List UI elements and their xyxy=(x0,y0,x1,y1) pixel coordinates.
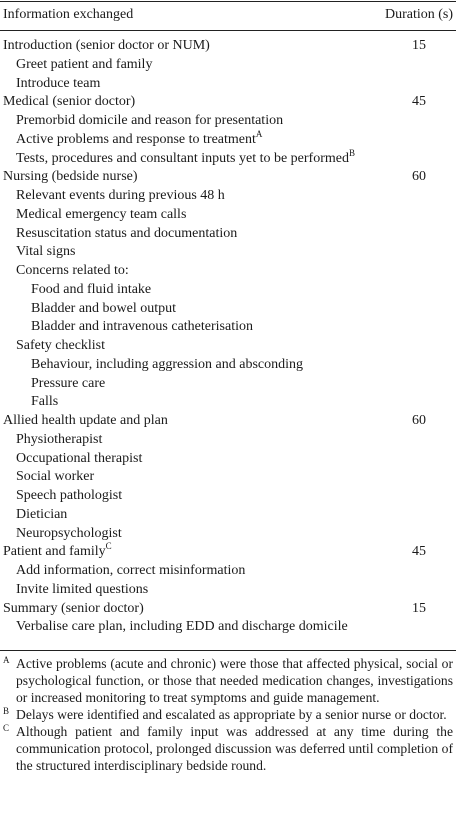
table-row xyxy=(0,300,456,319)
item-label xyxy=(31,300,176,319)
row-text: Tests, procedures and consultant inputs yet to be performed xyxy=(16,150,349,166)
table-row xyxy=(0,93,456,112)
table-row xyxy=(0,412,456,431)
row-text: Physiotherapist xyxy=(16,431,103,447)
row-text: Pressure care xyxy=(31,375,106,391)
row-text: Occupational therapist xyxy=(16,450,143,466)
row-text: Medical emergency team calls xyxy=(16,206,187,222)
table-row xyxy=(0,281,456,300)
table-row xyxy=(0,37,456,56)
row-text: Food and fluid intake xyxy=(31,281,152,297)
item-label xyxy=(16,187,225,206)
table-row xyxy=(0,147,456,169)
table-row xyxy=(0,525,456,544)
table-row xyxy=(0,262,456,281)
footnote-text: Although patient and family input was addressed at any time during the communication protocol, prolonged discussion was deferred until completion of the structured interdisciplinary bedside round. xyxy=(16,724,453,773)
footnote-mark: C xyxy=(105,541,112,552)
row-text: Active problems and response to treatment xyxy=(16,131,256,147)
row-text: Medical (senior doctor) xyxy=(3,94,136,110)
table-header xyxy=(0,4,456,28)
duration-value: 45 xyxy=(412,94,426,110)
item-label xyxy=(16,112,283,131)
header-rule xyxy=(0,30,456,31)
row-text: Safety checklist xyxy=(16,338,106,353)
footnote-mark: B xyxy=(349,147,356,158)
row-text: Greet patient and family xyxy=(16,56,153,72)
table-row xyxy=(0,506,456,525)
item-label xyxy=(31,393,58,412)
duration-value: 15 xyxy=(412,38,426,53)
header-duration: Duration (s) xyxy=(384,7,453,22)
table-row xyxy=(0,487,456,506)
duration-value: 15 xyxy=(412,600,426,616)
item-label xyxy=(16,468,94,487)
table-row xyxy=(0,468,456,487)
header-information: Information exchanged xyxy=(3,7,134,22)
table-row xyxy=(0,356,456,375)
row-text: Allied health update and plan xyxy=(3,413,168,428)
item-label xyxy=(16,262,129,281)
item-label xyxy=(16,243,75,262)
row-text: Invite limited questions xyxy=(16,581,149,597)
row-text: Speech pathologist xyxy=(16,488,123,503)
row-text: Dietician xyxy=(16,506,68,522)
table-row xyxy=(0,393,456,412)
footnote-text: Active problems (acute and chronic) were those that affected physical, social or psychological function, or those that needed medication changes, investigations or increased monitoring to treat symptoms and guide management. xyxy=(16,656,453,705)
row-text: Summary (senior doctor) xyxy=(3,600,144,616)
table-row xyxy=(0,243,456,262)
table-row xyxy=(0,128,456,150)
footnote-mark: A xyxy=(255,128,263,139)
item-label xyxy=(31,318,253,337)
section-label xyxy=(3,543,112,562)
table-row xyxy=(0,75,456,94)
row-text: Nursing (bedside nurse) xyxy=(3,169,138,185)
item-label xyxy=(16,206,186,225)
section-label xyxy=(3,168,138,187)
row-text: Introduction (senior doctor or NUM) xyxy=(3,38,210,53)
footnote-mark: C xyxy=(3,723,10,733)
footnote-mark: A xyxy=(3,655,10,665)
item-label xyxy=(31,375,105,394)
table-body xyxy=(0,37,456,637)
table-row xyxy=(0,600,456,619)
item-label xyxy=(16,431,102,450)
bottom-rule xyxy=(0,650,456,651)
table-row xyxy=(0,168,456,187)
footnote-mark: B xyxy=(3,706,10,716)
row-text: Bladder and intravenous catheterisation xyxy=(31,319,253,335)
item-label xyxy=(16,128,263,150)
table-row xyxy=(0,206,456,225)
section-label xyxy=(3,412,168,431)
top-rule xyxy=(0,1,456,2)
table-row xyxy=(0,337,456,356)
row-text: Relevant events during previous 48 h xyxy=(16,188,225,203)
duration-value: 45 xyxy=(412,544,426,560)
table-row xyxy=(0,543,456,562)
item-label xyxy=(31,281,151,300)
table-row xyxy=(0,56,456,75)
item-label xyxy=(16,147,356,169)
item-label xyxy=(16,487,122,506)
row-text: Social worker xyxy=(16,469,95,485)
item-label xyxy=(16,450,142,469)
item-label xyxy=(16,618,348,637)
section-label xyxy=(3,37,210,56)
table-row xyxy=(0,225,456,244)
table-row xyxy=(0,187,456,206)
row-text: Neuropsychologist xyxy=(16,525,122,541)
item-label xyxy=(16,562,245,581)
table-row xyxy=(0,318,456,337)
row-text: Patient and family xyxy=(3,544,106,560)
footnote xyxy=(0,706,456,723)
section-label xyxy=(3,600,144,619)
row-text: Add information, correct misinformation xyxy=(16,563,246,578)
row-text: Behaviour, including aggression and absconding xyxy=(31,356,303,372)
item-label xyxy=(16,337,105,356)
table-row xyxy=(0,431,456,450)
row-text: Vital signs xyxy=(16,244,76,260)
item-label xyxy=(16,56,152,75)
row-text: Concerns related to: xyxy=(16,263,129,278)
row-text: Bladder and bowel output xyxy=(31,300,177,316)
row-text: Introduce team xyxy=(16,75,101,91)
table-row xyxy=(0,112,456,131)
item-label xyxy=(16,581,148,600)
item-label xyxy=(16,506,67,525)
row-text: Falls xyxy=(31,394,59,410)
duration-value: 60 xyxy=(412,413,426,428)
footnote xyxy=(0,655,456,706)
table-row xyxy=(0,562,456,581)
footnote-text: Delays were identified and escalated as appropriate by a senior nurse or doctor. xyxy=(16,707,447,722)
row-text: Resuscitation status and documentation xyxy=(16,225,238,241)
table-row xyxy=(0,618,456,637)
table-row xyxy=(0,375,456,394)
item-label xyxy=(16,225,237,244)
table-row xyxy=(0,450,456,469)
section-label xyxy=(3,93,135,112)
duration-value: 60 xyxy=(412,169,426,185)
item-label xyxy=(16,75,100,94)
footnotes xyxy=(0,655,456,774)
row-text: Verbalise care plan, including EDD and discharge domicile xyxy=(16,619,348,635)
footnote xyxy=(0,723,456,774)
row-text: Premorbid domicile and reason for presentation xyxy=(16,113,284,128)
table-row xyxy=(0,581,456,600)
item-label xyxy=(31,356,303,375)
